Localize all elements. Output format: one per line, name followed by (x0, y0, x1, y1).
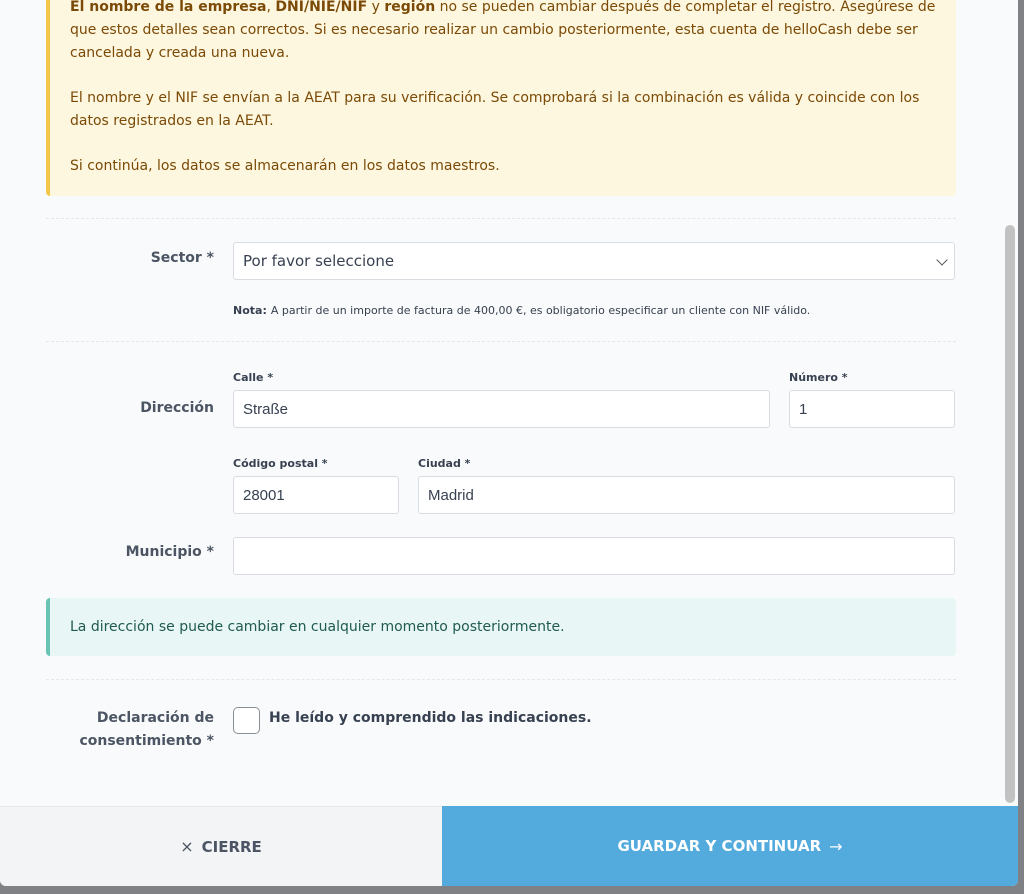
divider (46, 679, 956, 680)
close-button-label: CIERRE (201, 837, 262, 856)
city-label: Ciudad * (418, 457, 471, 470)
street-label: Calle * (233, 371, 274, 384)
consent-label (34, 707, 214, 753)
warning-bold-nif: DNI/NIE/NIF (275, 0, 368, 15)
consent-label-line-2: consentimiento * (79, 733, 214, 749)
warning-alert (46, 0, 956, 196)
close-icon: × (180, 837, 194, 856)
chevron-down-icon (936, 254, 947, 265)
number-input[interactable] (789, 390, 955, 428)
divider (46, 341, 956, 342)
warning-text: , (266, 0, 276, 15)
note-label: Nota: (233, 304, 267, 317)
note-text: A partir de un importe de factura de 400,00 €, es obligatorio especificar un cliente con NIF válido. (270, 304, 811, 317)
municipality-input[interactable] (233, 537, 955, 575)
warning-text: y (367, 0, 385, 15)
warning-bold-company: El nombre de la empresa (70, 0, 267, 15)
consent-label-line-1: Declaración de (96, 710, 214, 726)
postal-code-input[interactable] (233, 476, 399, 514)
number-label: Número * (789, 371, 848, 384)
scrollbar-thumb[interactable] (1005, 225, 1015, 803)
warning-paragraph-3: Si continúa, los datos se almacenarán en los datos maestros. (70, 158, 500, 174)
warning-paragraph-2: El nombre y el NIF se envían a la AEAT para su verificación. Se comprobará si la combinación es válida y coincide con los datos registrados en la AEAT. (70, 90, 920, 129)
consent-checkbox[interactable] (233, 707, 260, 734)
warning-text: no se pueden cambiar después de completar el registro. Asegúrese de que estos detalles sean correctos. Si es necesario realizar un cambio posteriormente, esta cuenta de helloCash debe ser cancelada y creada una nueva. (70, 0, 936, 61)
address-label: Dirección (140, 400, 214, 416)
sector-note (233, 304, 810, 317)
warning-bold-region: región (384, 0, 436, 15)
city-input[interactable] (418, 476, 955, 514)
warning-paragraph-1 (70, 0, 950, 65)
arrow-right-icon: → (829, 836, 843, 856)
municipality-label: Municipio * (125, 544, 214, 560)
save-continue-button[interactable] (442, 806, 1018, 886)
sector-label: Sector * (150, 250, 214, 266)
consent-checkbox-label[interactable]: He leído y comprendido las indicaciones. (269, 710, 592, 726)
street-input[interactable] (233, 390, 770, 428)
info-alert: La dirección se puede cambiar en cualquier momento posteriormente. (46, 598, 956, 656)
save-button-label: GUARDAR Y CONTINUAR (617, 837, 822, 855)
close-button[interactable] (0, 806, 442, 886)
sector-selected-value: Por favor seleccione (243, 252, 395, 270)
sector-select[interactable] (233, 242, 955, 280)
postal-code-label: Código postal * (233, 457, 328, 470)
divider (46, 218, 956, 219)
